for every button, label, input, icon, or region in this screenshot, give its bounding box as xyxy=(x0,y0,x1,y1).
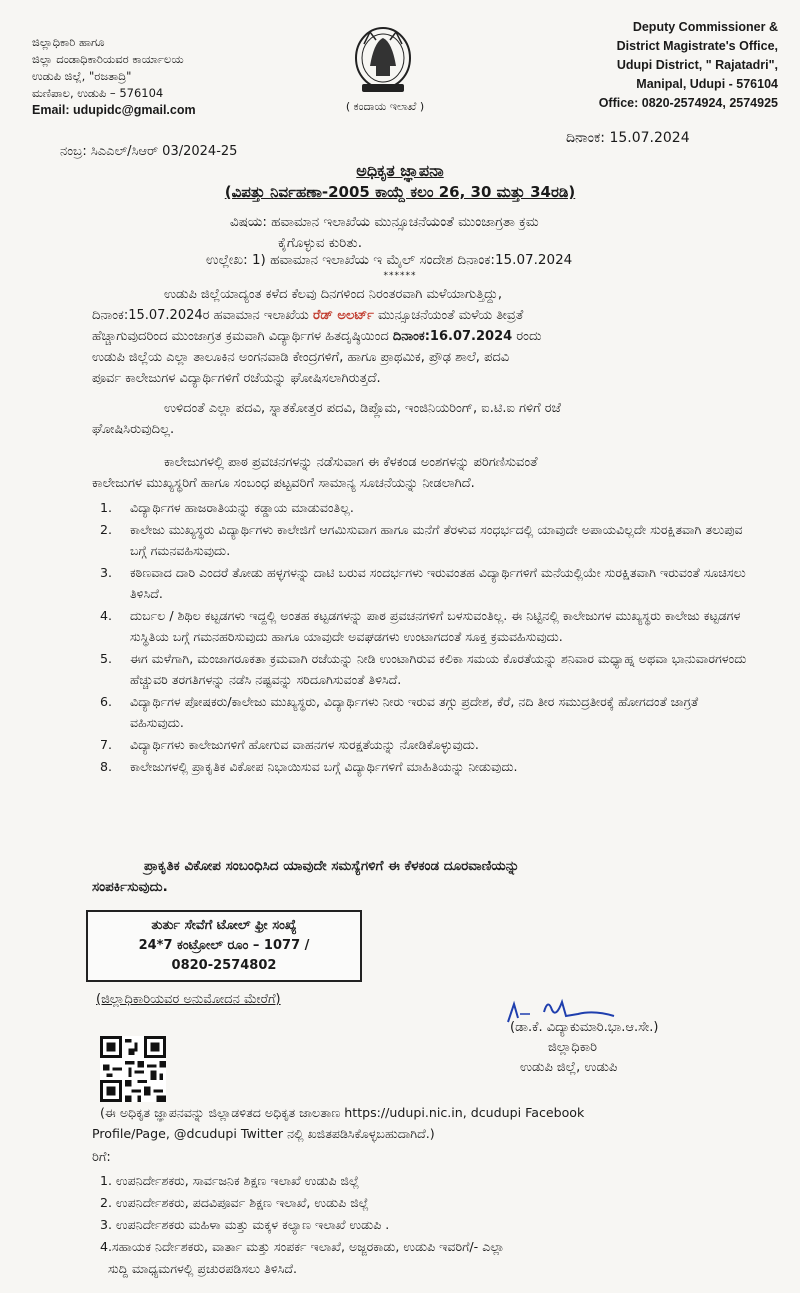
item-text: ವಿದ್ಯಾರ್ಥಿಗಳ ಹಾಜರಾತಿಯನ್ನು ಕಡ್ಡಾಯ ಮಾಡುವಂತಿಲ್ಲ. xyxy=(130,500,354,515)
item-text: ದುರ್ಬಲ / ಶಿಥಿಲ ಕಟ್ಟಡಗಳು ಇದ್ದಲ್ಲಿ ಅಂತಹ ಕಟ್ಟಡಗಳನ್ನು ಪಾಠ ಪ್ರವಚನಗಳಿಗೆ ಬಳಸುವಂತಿಲ್ಲ. ಈ ನಿಟ್ಟಿನಲ್ಲಿ ಕಾಲೇಜುಗಳ ಮುಖ್ಯಸ್ಥರು ಕಾಲೇಜು ಕಟ್ಟಡಗಳ ಸುಸ್ಥಿತಿಯ ಬಗ್ಗೆ ಗಮನಹರಿಸುವುದು ಹಾಗೂ ಯಾವುದೇ ಅವಘಡಗಳು ಉಂಟಾಗದಂತೆ ಸೂಕ್ತ ಕ್ರಮವಹಿಸುವುದು. xyxy=(130,608,741,644)
document-date: ದಿನಾಂಕ: 15.07.2024 xyxy=(566,130,690,146)
paragraph-1 xyxy=(92,284,742,389)
website-note-line: (ಈ ಅಧಿಕೃತ ಜ್ಞಾಪನವನ್ನು ಜಿಲ್ಲಾಡಳಿತದ ಅಧಿಕೃತ ಜಾಲತಾಣ https://udupi.nic.in, dcudupi Facebook xyxy=(100,1105,585,1120)
paragraph-2 xyxy=(92,398,742,440)
helpline-number: 24*7 ಕಂಟ್ರೋಲ್ ರೂಂ – 1077 / xyxy=(138,938,310,953)
item-text: ವಿದ್ಯಾರ್ಥಿಗಳ ಪೋಷಕರು/ಕಾಲೇಜು ಮುಖ್ಯಸ್ಥರು, ವಿದ್ಯಾರ್ಥಿಗಳು ನೀರು ಇರುವ ತಗ್ಗು ಪ್ರದೇಶ, ಕೆರೆ, ನದಿ ತೀರ ಸಮುದ್ರತೀರಕ್ಕೆ ಹೋಗದಂತೆ ಜಾಗ್ರತೆ ವಹಿಸುವುದು. xyxy=(130,694,699,730)
list-item xyxy=(100,605,748,647)
karnataka-emblem-icon xyxy=(352,22,414,100)
holiday-date: ದಿನಾಂಕ:16.07.2024 xyxy=(392,329,513,344)
item-number: 1. xyxy=(100,500,113,515)
copy-to-label: ರಿಗೆ: xyxy=(92,1150,111,1165)
list-item xyxy=(100,562,748,604)
list-item xyxy=(100,648,748,690)
item-text: ಈಗ ಮಳೆಗಾಗಿ, ಮಂಜಾಗರೂಕತಾ ಕ್ರಮವಾಗಿ ರಜೆಯನ್ನು ನೀಡಿ ಉಂಟಾಗಿರುವ ಕಲಿಕಾ ಸಮಯ ಕೊರತೆಯನ್ನು ಶನಿವಾರ ಮಧ್ಯಾಹ್ನ ಅಥವಾ ಭಾನುವಾರಗಳಂದು ಹೆಚ್ಚುವರಿ ತರಗತಿಗಳನ್ನು ನಡೆಸಿ ನಷ್ಟವನ್ನು ಸರಿದೂಗಿಸುವಂತೆ ತಿಳಿಸಿದೆ. xyxy=(130,651,747,687)
item-number: 3. xyxy=(100,565,113,580)
reference-number: ನಂಬ್ರ: ಸಿಎಎಲ್/ಸಿಆರ್ 03/2024-25 xyxy=(60,144,238,159)
paragraph-line: ಘೋಷಿಸಿರುವುದಿಲ್ಲ. xyxy=(92,422,175,437)
item-number: 6. xyxy=(100,694,113,709)
item-number: 2. xyxy=(100,522,113,537)
red-alert-text: ರೆಡ್ ಅಲರ್ಟ್ xyxy=(313,308,374,323)
qr-code-icon xyxy=(100,1036,166,1102)
paragraph-line: ಉಡುಪಿ ಜಿಲ್ಲೆಯ ಎಲ್ಲಾ ತಾಲೂಕಿನ ಅಂಗನವಾಡಿ ಕೇಂದ್ರಗಳಿಗೆ, ಹಾಗೂ ಪ್ರಾಥಮಿಕ, ಪ್ರೌಢ ಶಾಲೆ, ಪದವಿ xyxy=(92,350,510,365)
paragraph-line: ಉಡುಪಿ ಜಿಲ್ಲೆಯಾದ್ಯಂತ ಕಳೆದ ಕೆಲವು ದಿನಗಳಿಂದ ನಿರಂತರವಾಗಿ ಮಳೆಯಾಗುತ್ತಿದ್ದು, xyxy=(164,287,503,302)
item-text: ಕಾಲೇಜುಗಳಲ್ಲಿ ಪ್ರಾಕೃತಿಕ ವಿಕೋಪ ನಿಭಾಯಿಸುವ ಬಗ್ಗೆ ವಿದ್ಯಾರ್ಥಿಗಳಿಗೆ ಮಾಹಿತಿಯನ್ನು ನೀಡುವುದು. xyxy=(130,759,518,774)
copy-to-list xyxy=(100,1170,760,1280)
header-left-address xyxy=(32,34,312,119)
header-left-line: ಜಿಲ್ಲಾಧಿಕಾರಿ ಹಾಗೂ xyxy=(32,35,105,49)
subject-line: ವಿಷಯ: ಹವಾಮಾನ ಇಲಾಖೆಯ ಮುನ್ಸೂಚನೆಯಂತೆ ಮುಂಜಾಗ್ರತಾ ಕ್ರಮ xyxy=(230,214,539,230)
closing-note xyxy=(92,856,752,898)
separator-stars: ****** xyxy=(383,271,417,281)
header-right-line: Udupi District, " Rajatadri", xyxy=(616,58,778,72)
header-left-line: ಜಿಲ್ಲಾ ದಂಡಾಧಿಕಾರಿಯವರ ಕಾರ್ಯಾಲಯ xyxy=(32,52,184,66)
header-left-line: ಉಡುಪಿ ಜಿಲ್ಲೆ, "ರಜತಾದ್ರಿ" xyxy=(32,69,132,83)
item-text: ಕಾಲೇಜು ಮುಖ್ಯಸ್ಥರು ವಿದ್ಯಾರ್ಥಿಗಳು ಕಾಲೇಜಿಗೆ ಆಗಮಿಸುವಾಗ ಹಾಗೂ ಮನೆಗೆ ತೆರಳುವ ಸಂಧರ್ಭದಲ್ಲಿ ಯಾವುದೇ ಅಪಾಯವಿಲ್ಲದೇ ಸುರಕ್ಷಿತವಾಗಿ ತಲುಪುವ ಬಗ್ಗೆ ಗಮನವಹಿಸುವುದು. xyxy=(130,522,743,558)
text-span: ಹೆಚ್ಚಾಗುವುದರಿಂದ ಮುಂಜಾಗ್ರತ ಕ್ರಮವಾಗಿ ವಿದ್ಯಾರ್ಥಿಗಳ ಹಿತದೃಷ್ಠಿಯಿಂದ xyxy=(92,329,393,344)
helpline-box xyxy=(86,910,362,982)
document-subtitle: (ವಿಪತ್ತು ನಿರ್ವಹಣಾ-2005 ಕಾಯ್ದೆ ಕಲಂ 26, 30 ಮತ್ತು 34ರಡಿ) xyxy=(224,183,576,201)
list-item xyxy=(100,756,748,777)
subject-line: ಕೈಗೊಳ್ಳುವ ಕುರಿತು. xyxy=(278,235,363,251)
helpline-title: ತುರ್ತು ಸೇವೆಗೆ ಟೋಲ್ ಫ್ರೀ ಸಂಖ್ಯೆ xyxy=(151,918,297,933)
header-right-line: Office: 0820-2574924, 2574925 xyxy=(598,96,778,110)
item-number: 4. xyxy=(100,608,113,623)
list-item xyxy=(100,691,748,733)
paragraph-line: ಕಾಲೇಜುಗಳ ಮುಖ್ಯಸ್ಥರಿಗೆ ಹಾಗೂ ಸಂಬಂಧ ಪಟ್ಟವರಿಗೆ ಸಾಮಾನ್ಯ ಸೂಚನೆಯನ್ನು ನೀಡಲಾಗಿದೆ. xyxy=(92,476,475,491)
list-item xyxy=(100,734,748,755)
item-number: 7. xyxy=(100,737,113,752)
text-span: ರಂದು xyxy=(512,329,542,344)
copy-to-item: 1. ಉಪನಿರ್ದೇಶಕರು, ಸಾರ್ವಜನಿಕ ಶಿಕ್ಷಣ ಇಲಾಖೆ ಉಡುಪಿ ಜಿಲ್ಲೆ xyxy=(100,1173,360,1188)
website-note xyxy=(92,1102,772,1144)
paragraph-3 xyxy=(92,452,742,494)
header-right-line: Manipal, Udupi - 576104 xyxy=(636,77,778,91)
item-text: ಕಠಿಣವಾದ ದಾರಿ ಎಂದರೆ ತೋಡು ಹಳ್ಳಗಳನ್ನು ದಾಟಿ ಬರುವ ಸಂದರ್ಭಗಳು ಇರುವಂತಹ ವಿದ್ಯಾರ್ಥಿಗಳಿಗೆ ಮನೆಯಲ್ಲಿಯೇ ಸುರಕ್ಷಿತವಾಗಿ ಇರುವಂತೆ ಸೂಚಿಸಲು ತಿಳಿಸಿದೆ. xyxy=(130,565,746,601)
website-note-line: Profile/Page, @dcudupi Twitter ನಲ್ಲಿ ಖಜಿತಪಡಿಸಿಕೊಳ್ಳಬಹುದಾಗಿದೆ.) xyxy=(92,1126,435,1141)
copy-to-item: 3. ಉಪನಿರ್ದೇಶಕರು ಮಹಿಳಾ ಮತ್ತು ಮಕ್ಕಳ ಕಲ್ಯಾಣ ಇಲಾಖೆ ಉಡುಪಿ . xyxy=(100,1217,390,1232)
text-span: ಮುನ್ಸೂಚನೆಯಂತೆ ಮಳೆಯ ತೀವ್ರತೆ xyxy=(373,308,524,323)
closing-line: ಸಂಪರ್ಕಿಸುವುದು. xyxy=(92,879,168,895)
header-right-line: Deputy Commissioner & xyxy=(632,20,778,34)
signatory-name: (ಡಾ.ಕೆ. ವಿದ್ಯಾಕುಮಾರಿ.ಭಾ.ಆ.ಸೇ.) xyxy=(510,1020,659,1035)
emblem-caption: ( ಕಂದಾಯ ಇಲಾಖೆ ) xyxy=(345,100,425,113)
list-item xyxy=(100,519,748,561)
signatory-block xyxy=(510,1018,750,1078)
signatory-designation: ಜಿಲ್ಲಾಧಿಕಾರಿ xyxy=(548,1040,597,1055)
paragraph-line: ಉಳಿದಂತೆ ಎಲ್ಲಾ ಪದವಿ, ಸ್ನಾತಕೋತ್ತರ ಪದವಿ, ಡಿಪ್ಲೊಮ, ಇಂಜಿನಿಯರಿಂಗ್, ಐ.ಟಿ.ಐ ಗಳಿಗೆ ರಜೆ xyxy=(164,401,561,416)
copy-to-item-continued: ಸುದ್ದಿ ಮಾಧ್ಯಮಗಳಲ್ಲಿ ಪ್ರಚುರಪಡಿಸಲು ತಿಳಿಸಿದೆ. xyxy=(108,1261,298,1276)
header-right-address xyxy=(520,18,778,113)
closing-line: ಪ್ರಾಕೃತಿಕ ವಿಕೋಪ ಸಂಬಂಧಿಸಿದ ಯಾವುದೇ ಸಮಸ್ಯೆಗಳಿಗೆ ಈ ಕೆಳಕಂಡ ದೂರವಾಣಿಯನ್ನು xyxy=(144,858,520,874)
paragraph-line: ಪೂರ್ವ ಕಾಲೇಜುಗಳ ವಿದ್ಯಾರ್ಥಿಗಳಿಗೆ ರಜೆಯನ್ನು ಘೋಷಿಸಲಾಗಿರುತ್ತದೆ. xyxy=(92,371,381,386)
document-title: ಅಧಿಕೃತ ಜ್ಞಾಪನಾ xyxy=(356,161,444,180)
text-span: ದಿನಾಂಕ:15.07.2024ರ ಹವಾಮಾನ ಇಲಾಖೆಯ xyxy=(92,308,313,323)
item-text: ವಿದ್ಯಾರ್ಥಿಗಳು ಕಾಲೇಜುಗಳಿಗೆ ಹೋಗುವ ವಾಹನಗಳ ಸುರಕ್ಷತೆಯನ್ನು ನೋಡಿಕೊಳ್ಳುವುದು. xyxy=(130,737,479,752)
list-item xyxy=(100,497,748,518)
instruction-list xyxy=(100,497,748,778)
reference-line: ಉಲ್ಲೇಖ: 1) ಹವಾಮಾನ ಇಲಾಖೆಯ ಇ ಮೈಲ್ ಸಂದೇಶ ದಿನಾಂಕ:15.07.2024 xyxy=(206,252,573,268)
signatory-district: ಉಡುಪಿ ಜಿಲ್ಲೆ, ಉಡುಪಿ xyxy=(520,1060,618,1075)
item-number: 5. xyxy=(100,651,113,666)
item-number: 8. xyxy=(100,759,113,774)
paragraph-line xyxy=(92,305,742,326)
copy-to-item: 2. ಉಪನಿರ್ದೇಶಕರು, ಪದವಿಪೂರ್ವ ಶಿಕ್ಷಣ ಇಲಾಖೆ, ಉಡುಪಿ ಜಿಲ್ಲೆ xyxy=(100,1195,369,1210)
paragraph-line: ಕಾಲೇಜುಗಳಲ್ಲಿ ಪಾಠ ಪ್ರವಚನಗಳನ್ನು ನಡೆಸುವಾಗ ಈ ಕೆಳಕಂಡ ಅಂಶಗಳನ್ನು ಪರಿಗಣಿಸುವಂತೆ xyxy=(164,455,538,470)
copy-to-item: 4.ಸಹಾಯಕ ನಿರ್ದೇಶಕರು, ವಾರ್ತಾ ಮತ್ತು ಸಂಪರ್ಕ ಇಲಾಖೆ, ಅಜ್ಜರಕಾಡು, ಉಡುಪಿ ಇವರಿಗೆ/- ಎಲ್ಲಾ xyxy=(100,1239,505,1254)
helpline-phone: 0820-2574802 xyxy=(171,958,277,973)
approval-note: (ಜಿಲ್ಲಾಧಿಕಾರಿಯವರ ಅನುಮೋದನ ಮೇರೆಗೆ) xyxy=(96,992,281,1007)
subject xyxy=(230,212,750,254)
paragraph-line xyxy=(92,326,742,347)
header-email: Email: udupidc@gmail.com xyxy=(32,103,196,117)
header-left-line: ಮಣಿಪಾಲ, ಉಡುಪಿ – 576104 xyxy=(32,86,164,100)
header-right-line: District Magistrate's Office, xyxy=(616,39,778,53)
